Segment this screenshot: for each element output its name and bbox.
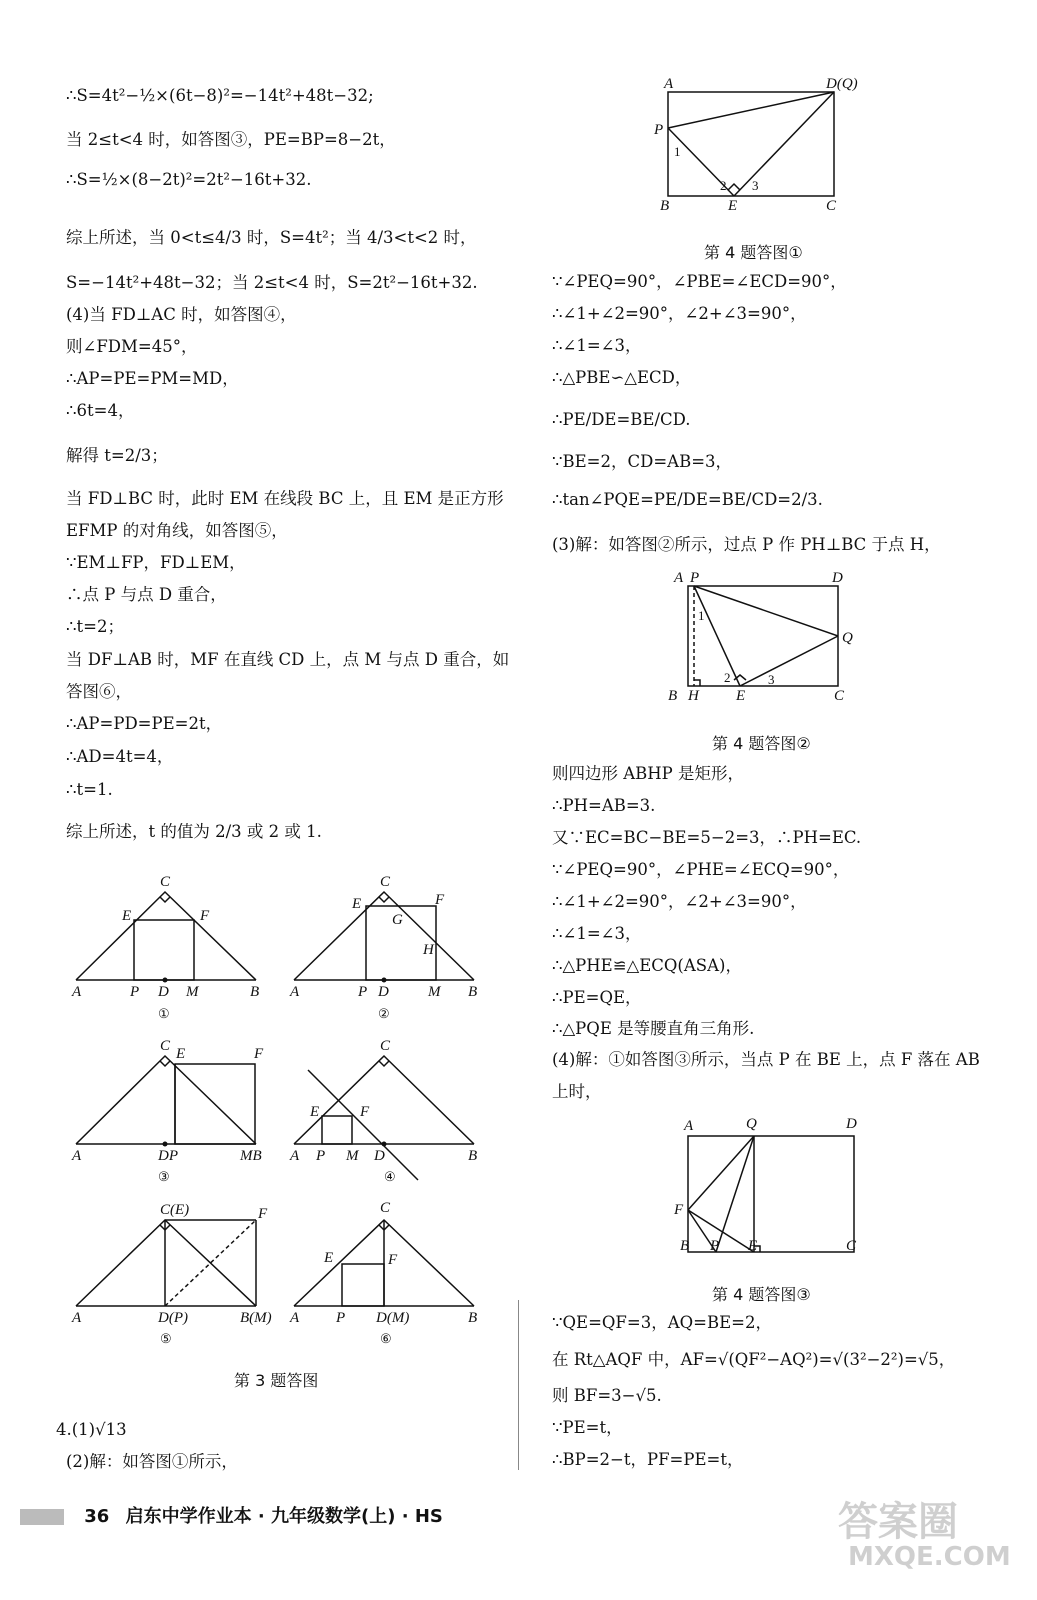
svg-text:E: E (122, 908, 132, 924)
solution-line: 则 BF=3−√5. (552, 1386, 662, 1405)
svg-text:E: E (352, 896, 362, 912)
svg-text:1: 1 (674, 144, 681, 159)
svg-text:C: C (380, 874, 391, 890)
svg-text:C: C (826, 198, 837, 214)
svg-text:D: D (378, 984, 389, 1000)
solution-line: ∵∠PEQ=90°，∠PHE=∠ECQ=90°， (552, 860, 850, 879)
svg-text:A: A (72, 1148, 82, 1164)
watermark-domain: MXQE.COM (848, 1542, 1011, 1572)
solution-line: ∴PE/DE=BE/CD. (552, 410, 691, 429)
figure-q3-1 (68, 868, 268, 1028)
solution-line: ∴AD=4t=4， (66, 747, 174, 766)
caption-q4-3: 第 4 题答图③ (712, 1285, 811, 1304)
solution-line: ∵QE=QF=3，AQ=BE=2， (552, 1313, 772, 1332)
column-divider (518, 1300, 519, 1470)
solution-line: 则四边形 ABHP 是矩形， (552, 764, 745, 783)
svg-text:A: A (674, 570, 684, 586)
figure-q3-2 (288, 868, 488, 1028)
svg-text:P: P (316, 1148, 326, 1164)
svg-text:H: H (688, 688, 699, 704)
caption-q4-2: 第 4 题答图② (712, 734, 811, 753)
solution-line: ∴点 P 与点 D 重合， (66, 585, 227, 604)
solution-line: 综上所述，当 0<t≤4/3 时，S=4t²；当 4/3<t<2 时， (66, 228, 477, 247)
svg-text:C: C (846, 1238, 857, 1254)
solution-line: ∴PE=QE， (552, 988, 642, 1007)
svg-text:C: C (380, 1200, 391, 1216)
svg-text:A: A (72, 1310, 82, 1326)
svg-text:D: D (158, 984, 169, 1000)
solution-line: ∴AP=PE=PM=MD， (66, 369, 239, 388)
solution-line: ∴△PQE 是等腰直角三角形. (552, 1019, 755, 1038)
solution-line: (3)解：如答图②所示，过点 P 作 PH⊥BC 于点 H， (552, 535, 941, 554)
solution-line: ∴6t=4， (66, 401, 135, 420)
svg-text:P: P (710, 1238, 720, 1254)
svg-text:B: B (250, 984, 260, 1000)
figure-q4-1 (650, 78, 880, 218)
svg-text:E: E (176, 1046, 186, 1062)
solution-line: (2)解：如答图①所示， (66, 1452, 238, 1471)
svg-text:D(M): D(M) (376, 1310, 410, 1326)
svg-text:M: M (428, 984, 441, 1000)
svg-text:B: B (468, 1310, 478, 1326)
figure-q3-3 (68, 1034, 278, 1194)
solution-line: ∴t=1. (66, 780, 113, 799)
solution-line: ∴PH=AB=3. (552, 796, 656, 815)
solution-line: (4)解：①如答图③所示，当点 P 在 BE 上，点 F 落在 AB (552, 1050, 980, 1069)
solution-line: ∴∠1=∠3， (552, 336, 642, 355)
svg-text:B: B (660, 198, 670, 214)
figure-q3-5 (68, 1196, 278, 1366)
solution-line: ∵EM⊥FP，FD⊥EM， (66, 553, 246, 572)
solution-line: 当 DF⊥AB 时，MF 在直线 CD 上，点 M 与点 D 重合，如 (66, 650, 510, 669)
figure-number: ② (378, 1006, 390, 1021)
caption-q3: 第 3 题答图 (234, 1371, 319, 1390)
svg-text:D: D (374, 1148, 385, 1164)
svg-text:DP: DP (158, 1148, 178, 1164)
figure-number: ⑥ (380, 1331, 392, 1346)
figure-number: ③ (158, 1169, 170, 1184)
solution-line: ∴BP=2−t，PF=PE=t， (552, 1450, 744, 1469)
svg-text:A: A (290, 1148, 300, 1164)
svg-text:Q: Q (842, 630, 853, 646)
svg-text:F: F (674, 1202, 684, 1218)
svg-text:B(M): B(M) (240, 1310, 272, 1326)
svg-text:G: G (392, 912, 403, 928)
svg-text:F: F (360, 1104, 370, 1120)
svg-text:C: C (160, 1038, 171, 1054)
solution-line: ∴S=4t²−½×(6t−8)²=−14t²+48t−32; (66, 86, 374, 105)
solution-line: 解得 t=2/3； (66, 446, 168, 465)
svg-text:E: E (324, 1250, 334, 1266)
solution-line: ∵BE=2，CD=AB=3， (552, 452, 733, 471)
watermark-text: 答案圈 (838, 1499, 958, 1545)
svg-text:A: A (664, 76, 674, 92)
solution-line: ∴tan∠PQE=PE/DE=BE/CD=2/3. (552, 490, 823, 509)
page-footer (20, 1502, 443, 1528)
svg-text:C: C (834, 688, 845, 704)
solution-line: ∴∠1=∠3， (552, 924, 642, 943)
svg-text:F: F (435, 892, 445, 908)
svg-text:H: H (423, 942, 434, 958)
svg-text:C: C (380, 1038, 391, 1054)
svg-text:D(P): D(P) (158, 1310, 188, 1326)
svg-text:B: B (668, 688, 678, 704)
solution-line: 当 FD⊥BC 时，此时 EM 在线段 BC 上，且 EM 是正方形 (66, 489, 504, 508)
solution-line: 答图⑥， (66, 682, 132, 701)
svg-text:A: A (72, 984, 82, 1000)
svg-text:3: 3 (768, 672, 775, 687)
solution-line: 4.(1)√13 (56, 1420, 127, 1439)
svg-text:E: E (736, 688, 746, 704)
solution-line: ∴t=2； (66, 617, 124, 636)
svg-text:3: 3 (752, 178, 759, 193)
svg-text:C: C (160, 874, 171, 890)
svg-text:Q: Q (746, 1116, 757, 1132)
svg-text:E: E (748, 1238, 758, 1254)
figure-number: ⑤ (160, 1331, 172, 1346)
svg-text:E: E (310, 1104, 320, 1120)
svg-text:B: B (680, 1238, 690, 1254)
solution-line: EFMP 的对角线，如答图⑤， (66, 521, 288, 540)
svg-text:MB: MB (240, 1148, 262, 1164)
book-title: 启东中学作业本 · 九年级数学(上) · HS (125, 1506, 443, 1527)
svg-text:D: D (832, 570, 843, 586)
figure-number: ① (158, 1006, 170, 1021)
svg-text:F: F (388, 1252, 398, 1268)
svg-text:1: 1 (698, 608, 705, 623)
solution-line: ∴△PBE∽△ECD， (552, 368, 692, 387)
svg-text:F: F (258, 1206, 268, 1222)
solution-line: 则∠FDM=45°， (66, 337, 198, 356)
figure-q3-6 (288, 1196, 488, 1366)
svg-text:P: P (358, 984, 368, 1000)
solution-line: 当 2≤t<4 时，如答图③，PE=BP=8−2t， (66, 130, 396, 149)
solution-line: (4)当 FD⊥AC 时，如答图④， (66, 305, 297, 324)
svg-text:F: F (254, 1046, 264, 1062)
svg-text:A: A (684, 1118, 694, 1134)
watermark (830, 1490, 1030, 1590)
svg-text:D: D (846, 1116, 857, 1132)
solution-line: ∴AP=PD=PE=2t， (66, 714, 223, 733)
svg-text:P: P (336, 1310, 346, 1326)
svg-text:M: M (346, 1148, 359, 1164)
figure-q4-2 (660, 568, 870, 708)
svg-text:A: A (290, 984, 300, 1000)
svg-text:2: 2 (720, 178, 727, 193)
caption-q4-1: 第 4 题答图① (704, 243, 803, 262)
svg-text:D(Q): D(Q) (826, 76, 858, 92)
figure-q3-4 (288, 1034, 488, 1194)
page-number: 36 (84, 1506, 110, 1527)
solution-line: ∵∠PEQ=90°，∠PBE=∠ECD=90°， (552, 272, 847, 291)
solution-line: ∴△PHE≌△ECQ(ASA)， (552, 956, 742, 975)
svg-text:E: E (728, 198, 738, 214)
solution-line: ∵PE=t， (552, 1418, 623, 1437)
svg-text:M: M (186, 984, 199, 1000)
svg-text:A: A (290, 1310, 300, 1326)
footer-bar (20, 1509, 64, 1525)
solution-line: 在 Rt△AQF 中，AF=√(QF²−AQ²)=√(3²−2²)=√5， (552, 1350, 956, 1369)
solution-line: 又∵EC=BC−BE=5−2=3，∴PH=EC. (552, 828, 862, 847)
svg-text:F: F (200, 908, 210, 924)
figure-number: ④ (384, 1169, 396, 1184)
svg-text:P: P (690, 570, 700, 586)
solution-line: S=−14t²+48t−32；当 2≤t<4 时，S=2t²−16t+32. (66, 273, 478, 292)
solution-line: 上时， (552, 1082, 602, 1101)
svg-text:C(E): C(E) (160, 1202, 190, 1218)
solution-line: ∴∠1+∠2=90°，∠2+∠3=90°， (552, 892, 807, 911)
solution-line: ∴∠1+∠2=90°，∠2+∠3=90°， (552, 304, 807, 323)
svg-text:P: P (130, 984, 140, 1000)
svg-text:B: B (468, 1148, 478, 1164)
svg-text:P: P (654, 122, 664, 138)
solution-line: ∴S=½×(8−2t)²=2t²−16t+32. (66, 170, 312, 189)
svg-text:B: B (468, 984, 478, 1000)
svg-text:2: 2 (724, 670, 731, 685)
solution-line: 综上所述，t 的值为 2/3 或 2 或 1. (66, 822, 322, 841)
figure-q4-3 (668, 1114, 868, 1264)
